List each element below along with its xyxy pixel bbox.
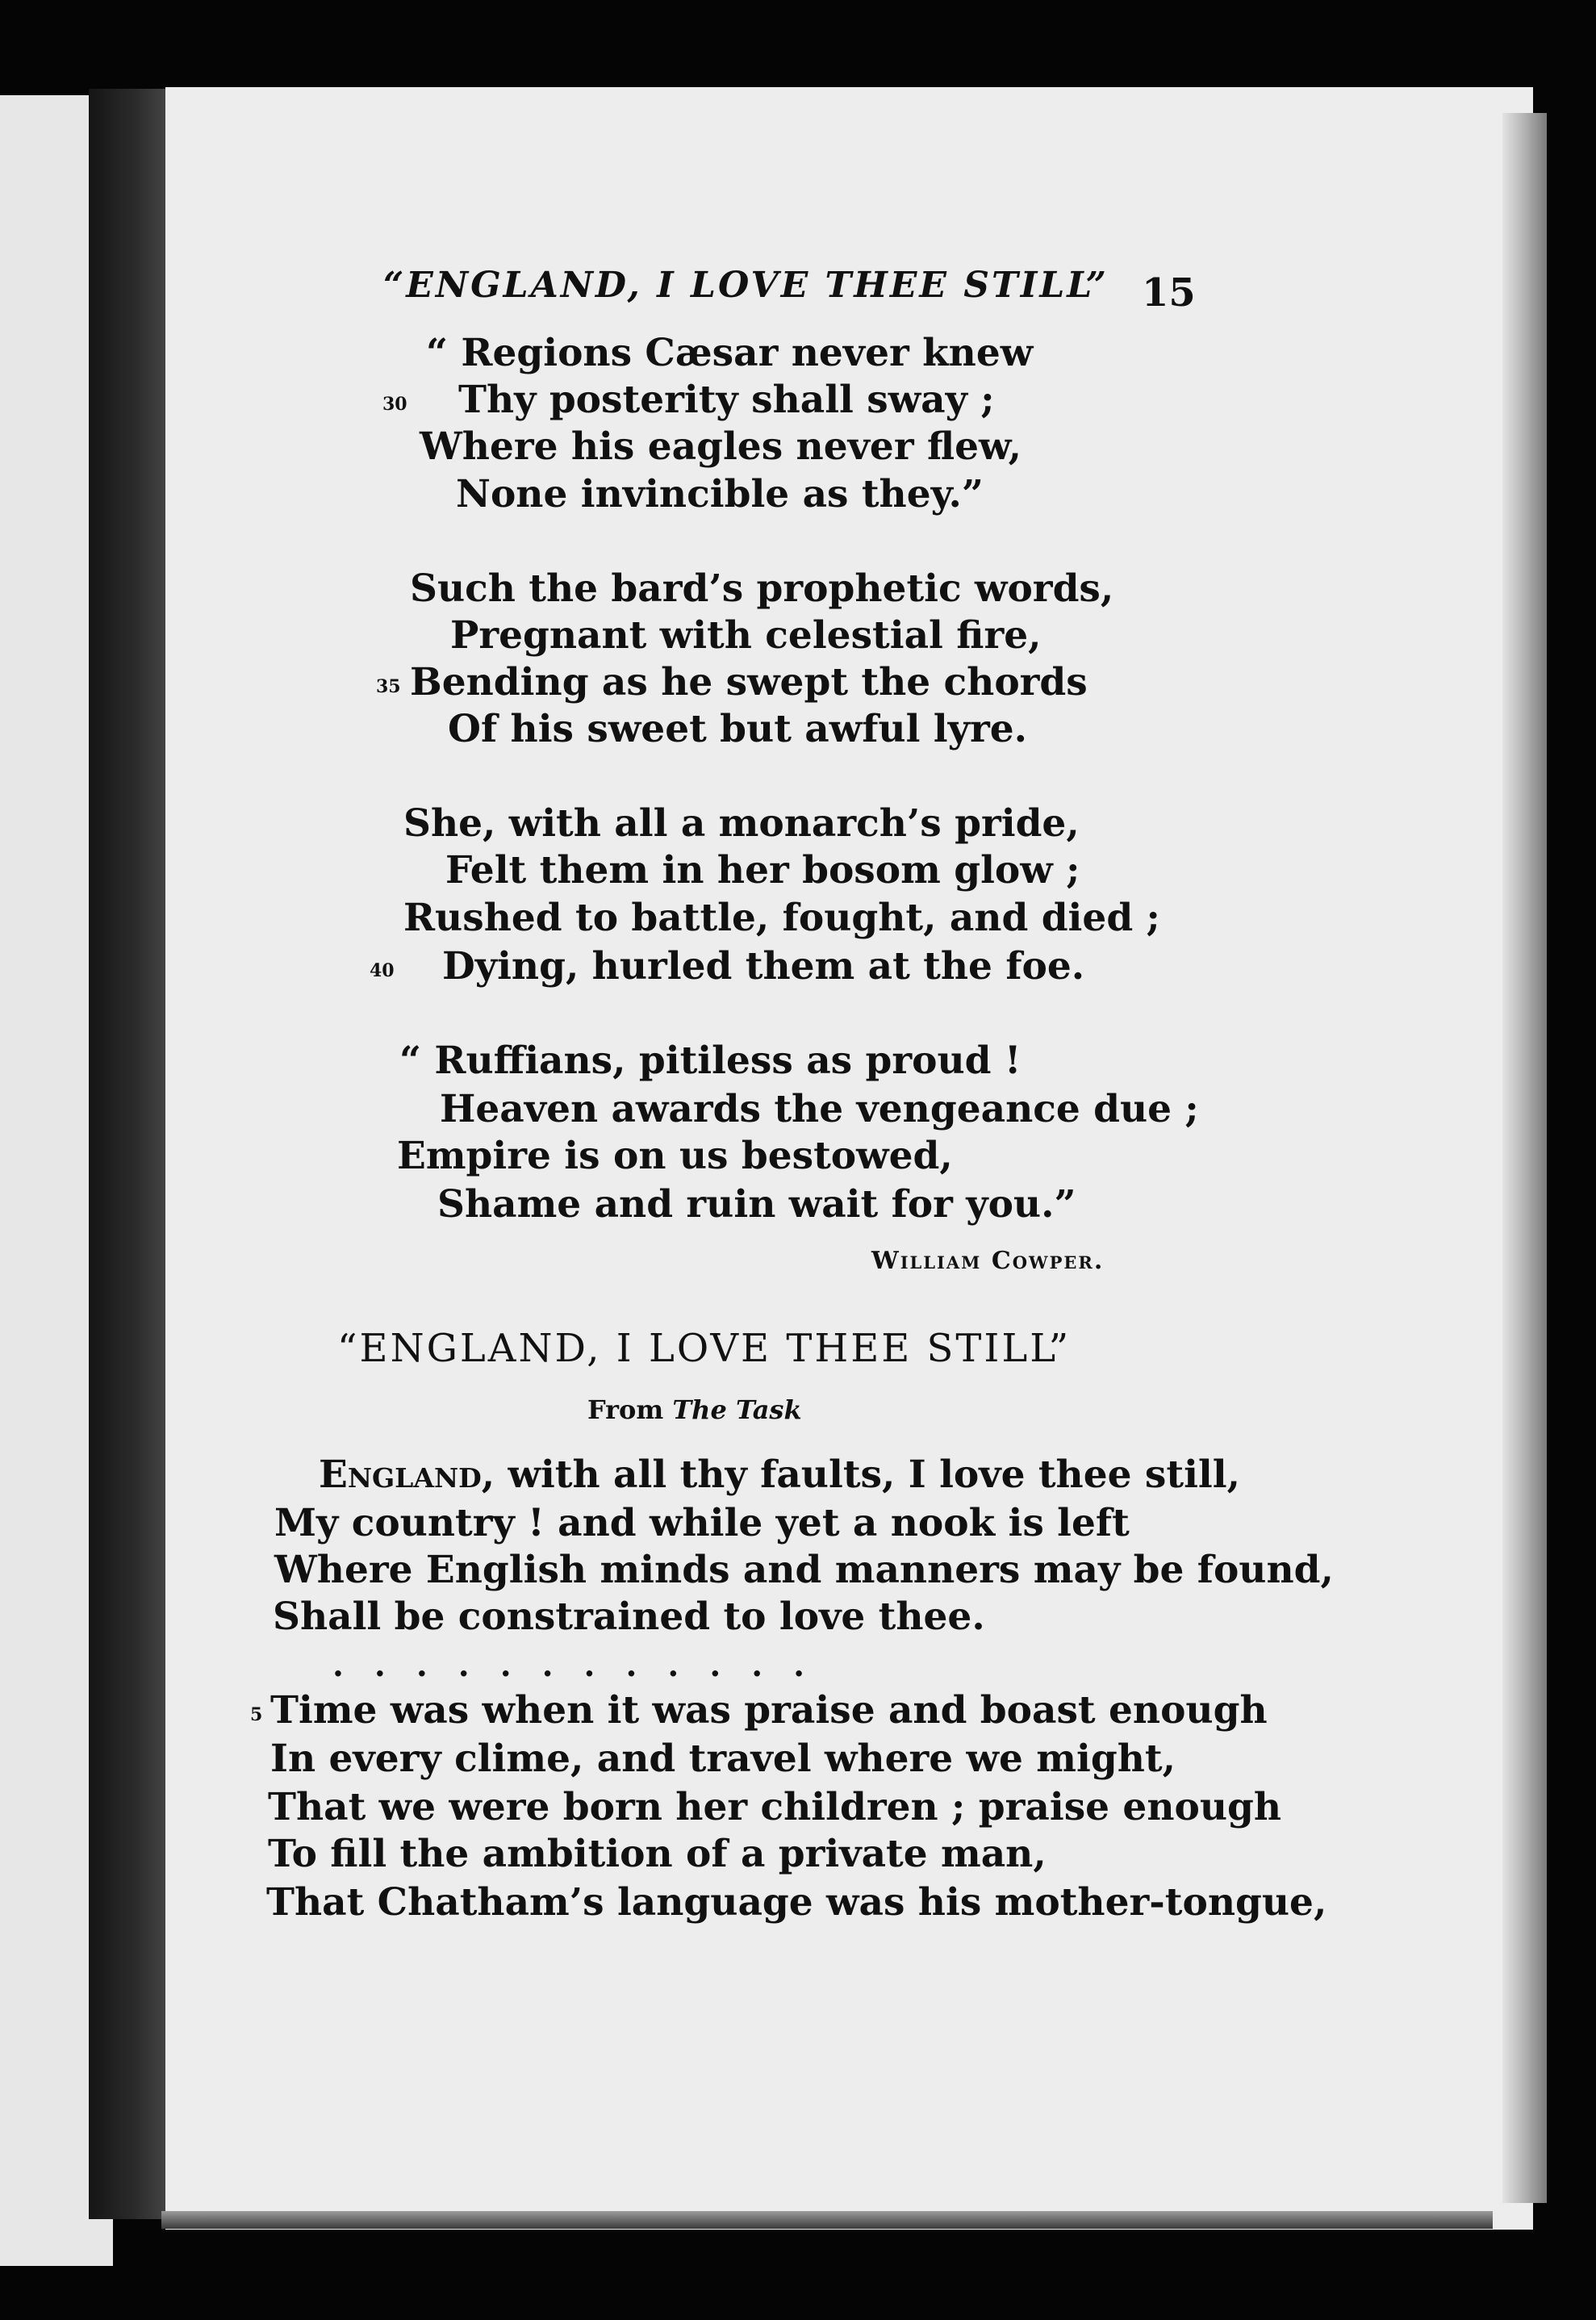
verse-line: Dying, hurled them at the foe.: [442, 944, 1085, 989]
verse-line: In every clime, and travel where we might,: [270, 1737, 1176, 1781]
first-word: England,: [319, 1453, 495, 1497]
verse-line: She, with all a monarch’s pride,: [403, 801, 1080, 846]
verse-line: None invincible as they.”: [456, 472, 984, 516]
line-number: 30: [382, 394, 407, 415]
verse-line: Thy posterity shall sway ;: [458, 378, 995, 422]
verse-line: Felt them in her bosom glow ;: [445, 848, 1080, 892]
verse-line-rest: with all thy faults, I love thee still,: [495, 1453, 1240, 1497]
verse-line: Where his eagles never flew,: [420, 424, 1022, 469]
ellipsis-row: ............: [332, 1646, 836, 1684]
verse-line: Pregnant with celestial fire,: [450, 613, 1042, 658]
page-number: 15: [1142, 270, 1196, 316]
page-stack-edge: [1502, 113, 1547, 2203]
page-bottom-edge: [161, 2211, 1493, 2229]
verse-line: Shame and ruin wait for you.”: [437, 1182, 1076, 1227]
line-number: 40: [370, 960, 395, 981]
verse-line: Of his sweet but awful lyre.: [448, 707, 1027, 751]
poem-attribution: William Cowper.: [871, 1247, 1105, 1275]
verse-line: Heaven awards the vengeance due ;: [440, 1087, 1199, 1131]
line-number: 35: [376, 676, 401, 697]
verse-line: Such the bard’s prophetic words,: [410, 566, 1114, 611]
line-number: 5: [250, 1704, 263, 1725]
verse-line: Rushed to battle, fought, and died ;: [403, 896, 1160, 940]
verse-line: Bending as he swept the chords: [410, 660, 1088, 704]
verse-line: “ Regions Cæsar never knew: [426, 331, 1034, 375]
book-binding-shadow: [89, 89, 173, 2219]
poem-title: “ENGLAND, I LOVE THEE STILL”: [337, 1326, 1072, 1371]
verse-line: Where English minds and manners may be found,: [274, 1548, 1334, 1592]
source-prefix: From: [587, 1394, 664, 1425]
verse-line: Time was when it was praise and boast enough: [270, 1688, 1268, 1733]
verse-line: To fill the ambition of a private man,: [268, 1832, 1047, 1876]
running-header: “ENGLAND, I LOVE THEE STILL”: [383, 265, 1109, 306]
verse-line: That we were born her children ; praise enough: [268, 1785, 1282, 1829]
verse-line: My country ! and while yet a nook is left: [274, 1501, 1130, 1545]
verse-line: Shall be constrained to love thee.: [273, 1595, 985, 1639]
source-work: The Task: [672, 1394, 802, 1425]
poem-source: [587, 1394, 802, 1425]
verse-line: [319, 1453, 1240, 1497]
verse-line: Empire is on us bestowed,: [397, 1134, 953, 1178]
verse-line: That Chatham’s language was his mother-tongue,: [266, 1880, 1327, 1925]
verse-line: “ Ruffians, pitiless as proud !: [399, 1039, 1022, 1083]
